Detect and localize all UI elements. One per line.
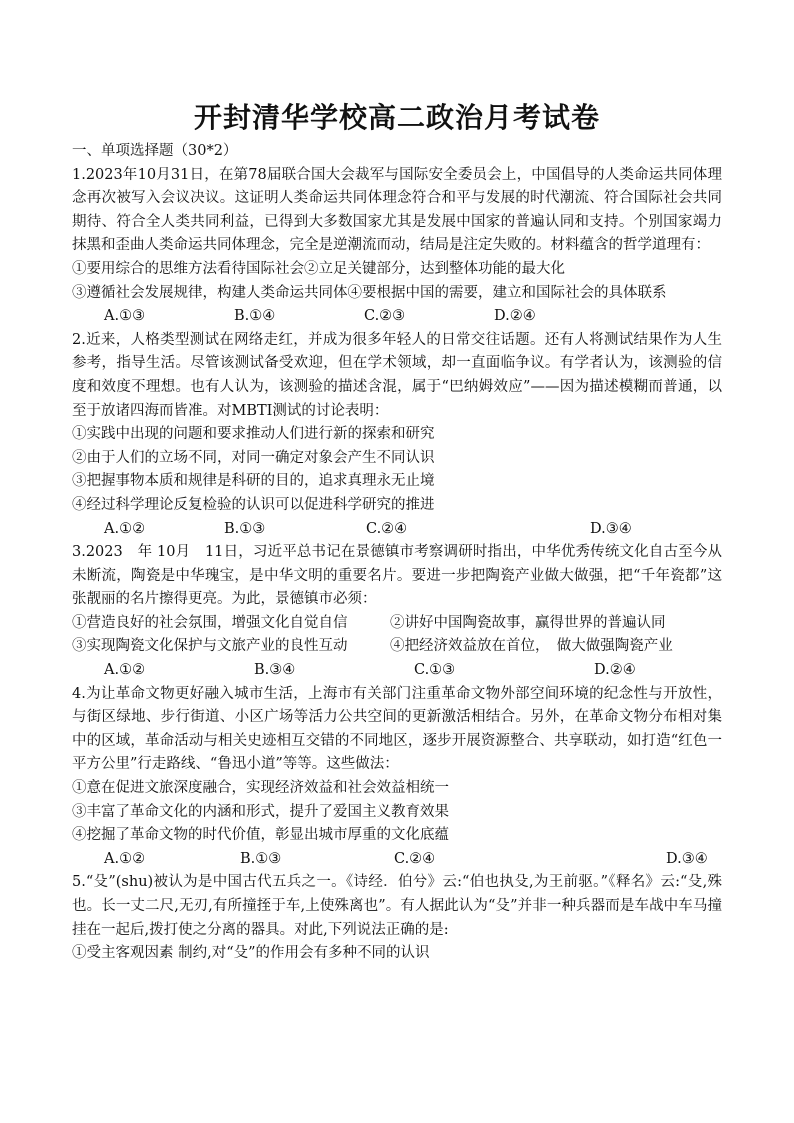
question-1-statement: ①要用综合的思维方法看待国际社会②立足关键部分，达到整体功能的最大化 bbox=[72, 260, 565, 277]
question-2-statement: ③把握事物本质和规律是科研的目的，追求真理永无止境 bbox=[72, 473, 435, 490]
option-d: D.②④ bbox=[594, 662, 636, 679]
question-4-statement: ①意在促进文旅深度融合，实现经济效益和社会效益相统一 bbox=[72, 780, 449, 797]
option-b: B.①③ bbox=[224, 520, 266, 537]
option-a: A.①② bbox=[104, 520, 146, 537]
option-b: B.③④ bbox=[254, 662, 296, 679]
exam-content bbox=[72, 140, 722, 966]
question-2-statement: ①实践中出现的问题和要求推动人们进行新的探索和研究 bbox=[72, 426, 435, 443]
question-4-statement: ④挖掘了革命文物的时代价值，彰显出城市厚重的文化底蕴 bbox=[72, 827, 449, 844]
question-4-stem: 4.为让革命文物更好融入城市生活，上海市有关部门注重革命文物外部空间环境的纪念性与开放性，与街区绿地、步行街道、小区广场等活力公共空间的更新激活相结合。另外，在革命文物分布相对集中的区域，革命活动与相关史迹相互交错的不同地区，逐步开展资源整合、共享联动，如打造“红色一平方公里”行走路线、“鲁迅小道”等等。这些做法： bbox=[72, 685, 722, 773]
question-3-statement-row bbox=[72, 635, 722, 659]
question-2-statement: ②由于人们的立场不同，对同一确定对象会产生不同认识 bbox=[72, 449, 435, 466]
question-2-options bbox=[72, 518, 722, 542]
question-1-options bbox=[72, 305, 722, 329]
option-c: C.②④ bbox=[366, 520, 408, 537]
question-4-statement: ③丰富了革命文化的内涵和形式，提升了爱国主义教育效果 bbox=[72, 803, 449, 820]
question-2-statement: ④经过科学理论反复检验的认识可以促进科学研究的推进 bbox=[72, 496, 435, 513]
question-3-options bbox=[72, 659, 722, 683]
option-b: B.①③ bbox=[240, 850, 282, 867]
option-a: A.①② bbox=[104, 850, 146, 867]
question-4-options bbox=[72, 848, 722, 872]
question-3-stem: 3.2023 年 10月 11日，习近平总书记在景德镇市考察调研时指出，中华优秀传统文化自古至今从未断流，陶瓷是中华瑰宝，是中华文明的重要名片。要进一步把陶瓷产业做大做强，把“千年瓷都”这张靓丽的名片擦得更亮。为此，景德镇市必须： bbox=[72, 544, 722, 608]
question-1-statement: ③遵循社会发展规律，构建人类命运共同体④要根据中国的需要，建立和国际社会的具体联系 bbox=[72, 284, 667, 301]
option-a: A.①② bbox=[104, 662, 146, 679]
option-c: C.①③ bbox=[414, 662, 456, 679]
option-c: C.②④ bbox=[394, 850, 436, 867]
question-2-stem: 2.近来，人格类型测试在网络走红，并成为很多年轻人的日常交往话题。还有人将测试结果作为人生参考，指导生活。尽管该测试备受欢迎，但在学术领域，却一直面临争议。有学者认为，该测验的信度和效度不理想。也有人认为，该测验的描述含混，属于“巴纳姆效应”——因为描述模糊而普通，以至于放诸四海而皆准。对MBTI测试的讨论表明： bbox=[72, 331, 722, 419]
question-1-stem: 1.2023年10月31日，在第78届联合国大会裁军与国际安全委员会上，中国倡导的人类命运共同体理念再次被写入会议决议。这证明人类命运共同体理念符合和平与发展的时代潮流、符合国际社会共同期待、符合全人类共同利益，已得到大多数国家尤其是发展中国家的普遍认同和支持。个别国家竭力抹黑和歪曲人类命运共同体理念，完全是逆潮流而动，结局是注定失败的。材料蕴含的哲学道理有： bbox=[72, 166, 722, 254]
option-c: C.②③ bbox=[364, 308, 406, 325]
option-a: A.①③ bbox=[104, 308, 146, 325]
option-b: B.①④ bbox=[234, 308, 276, 325]
question-3-statement: ④把经济效益放在首位， 做大做强陶瓷产业 bbox=[390, 638, 673, 655]
question-3-statement-row bbox=[72, 612, 722, 636]
question-3-statement: ①营造良好的社会氛围，增强文化自觉自信 bbox=[72, 614, 348, 631]
question-5-statement: ①受主客观因素 制约,对“殳”的作用会有多种不同的认识 bbox=[72, 945, 430, 962]
question-3-statement: ③实现陶瓷文化保护与文旅产业的良性互动 bbox=[72, 638, 348, 655]
section-heading: 一、单项选择题（30*2） bbox=[72, 143, 238, 159]
question-3-statement: ②讲好中国陶瓷故事，赢得世界的普遍认同 bbox=[390, 614, 666, 631]
page-title: 开封清华学校高二政治月考试卷 bbox=[193, 101, 600, 134]
option-d: D.②④ bbox=[494, 308, 536, 325]
option-d: D.③④ bbox=[590, 520, 632, 537]
question-5-stem: 5.“殳”(shu)被认为是中国古代五兵之一。《诗经．伯兮》云:“伯也执殳,为王前驱。”《释名》云:“殳,殊也。长一丈二尺,无刃,有所撞挃于车,上使殊离也”。有人据此认为“殳”并非一种兵器而是车战中车马撞挂在一起后,拨打使之分离的器具。对此,下列说法正确的是: bbox=[72, 874, 722, 938]
option-d: D.③④ bbox=[666, 850, 708, 867]
